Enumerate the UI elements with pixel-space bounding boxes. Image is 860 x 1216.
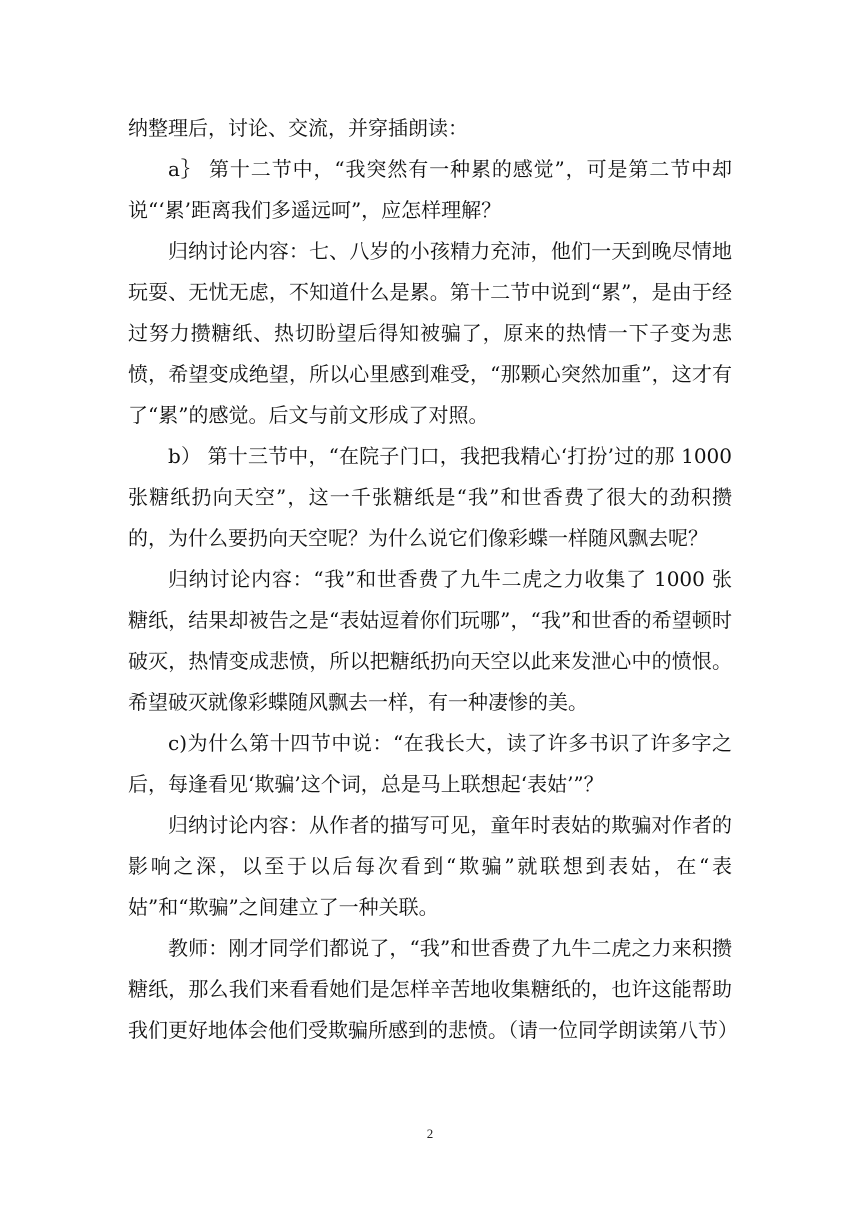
paragraph-question-c: c)为什么第十四节中说：“在我长大，读了许多书识了许多字之后，每逢看见‘欺骗’这个词，总是马上联想起‘表姑’”？ xyxy=(128,731,732,796)
page-body xyxy=(128,108,738,1051)
paragraph-teacher: 教师：刚才同学们都说了，“我”和世香费了九牛二虎之力来积攒糖纸，那么我们来看看她们是怎样辛苦地收集糖纸的，也许这能帮助我们更好地体会他们受欺骗所感到的悲愤。（请一位同学朗读第八节） xyxy=(128,936,738,1042)
paragraph-question-a: a｝ 第十二节中，“我突然有一种累的感觉”，可是第二节中却说“‘累’距离我们多遥远呵”，应怎样理解？ xyxy=(128,157,732,222)
paragraph-answer-c: 归纳讨论内容：从作者的描写可见，童年时表姑的欺骗对作者的影响之深，以至于以后每次看到“欺骗”就联想到表姑，在“表姑”和“欺骗”之间建立了一种关联。 xyxy=(128,813,732,919)
paragraph-question-b: b） 第十三节中，“在院子门口，我把我精心‘打扮’过的那 1000 张糖纸扔向天空”，这一千张糖纸是“我”和世香费了很大的劲积攒的，为什么要扔向天空呢？为什么说它们像彩蝶一样随风飘去呢？ xyxy=(128,444,732,550)
page-number: 2 xyxy=(426,1126,434,1141)
paragraph-intro: 纳整理后，讨论、交流，并穿插朗读： xyxy=(128,116,468,140)
paragraph-answer-b: 归纳讨论内容：“我”和世香费了九牛二虎之力收集了 1000 张糖纸，结果却被告之是“表姑逗着你们玩哪”，“我”和世香的希望顿时破灭，热情变成悲愤，所以把糖纸扔向天空以此来发泄心中的愤恨。希望破灭就像彩蝶随风飘去一样，有一种凄惨的美。 xyxy=(128,567,732,714)
paragraph-answer-a: 归纳讨论内容：七、八岁的小孩精力充沛，他们一天到晚尽情地玩耍、无忧无虑，不知道什么是累。第十二节中说到“累”，是由于经过努力攒糖纸、热切盼望后得知被骗了，原来的热情一下子变为悲愤，希望变成绝望，所以心里感到难受，“那颗心突然加重”，这才有了“累”的感觉。后文与前文形成了对照。 xyxy=(128,239,732,427)
